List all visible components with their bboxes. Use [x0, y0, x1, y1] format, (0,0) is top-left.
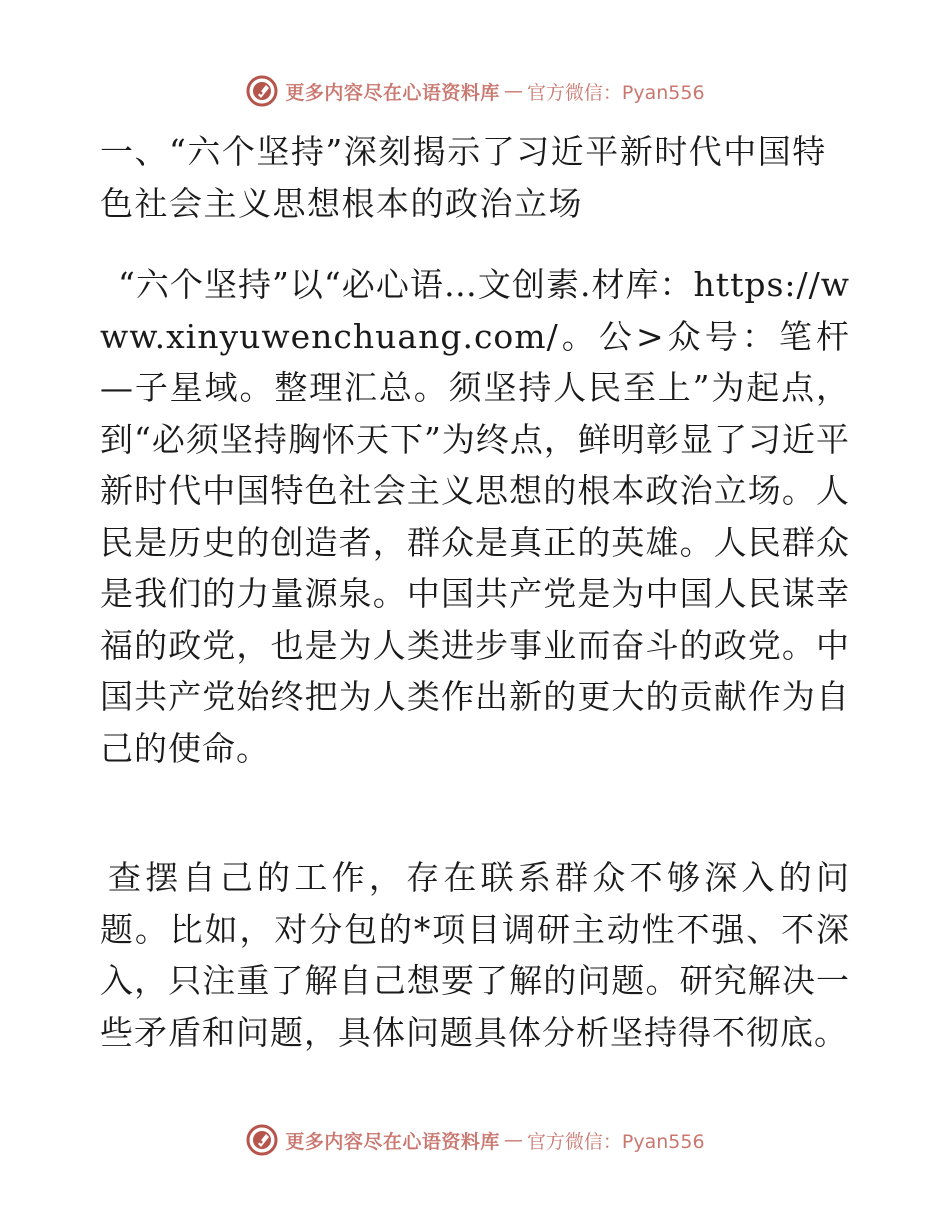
pen-nib-logo-icon	[245, 74, 279, 108]
watermark-banner-top	[0, 71, 950, 111]
body-paragraph-1: “六个坚持”以“必心语…文创素.材库：https://www.xinyuwenchuang.com/。公>众号：笔杆—子星域。整理汇总。须坚持人民至上”为起点，到“必须坚持胸怀天下”为终点，鲜明彰显了习近平新时代中国特色社会主义思想的根本政治立场。人民是历史的创造者，群众是真正的英雄。人民群众是我们的力量源泉。中国共产党是为中国人民谋幸福的政党，也是为人类进步事业而奋斗的政党。中国共产党始终把为人类作出新的更大的贡献作为自己的使命。	[100, 265, 850, 768]
pen-nib-logo-icon	[245, 1123, 279, 1157]
watermark-separator: —	[503, 1129, 523, 1151]
watermark-wechat-text: 官方微信：Pyan556	[526, 81, 705, 104]
watermark-site-text: 更多内容尽在心语资料库	[285, 81, 500, 104]
body-paragraph-2: 查摆自己的工作，存在联系群众不够深入的问题。比如，对分包的*项目调研主动性不强、不深入，只注重了解自己想要了解的问题。研究解决一些矛盾和问题，具体问题具体分析坚持得不彻底。	[100, 858, 850, 1052]
section-heading: 一、“六个坚持”深刻揭示了习近平新时代中国特色社会主义思想根本的政治立场	[100, 132, 827, 223]
watermark-separator: —	[503, 80, 523, 102]
watermark-wechat-text: 官方微信：Pyan556	[526, 1130, 705, 1153]
watermark-banner-bottom	[0, 1120, 950, 1160]
watermark-site-text: 更多内容尽在心语资料库	[285, 1130, 500, 1153]
